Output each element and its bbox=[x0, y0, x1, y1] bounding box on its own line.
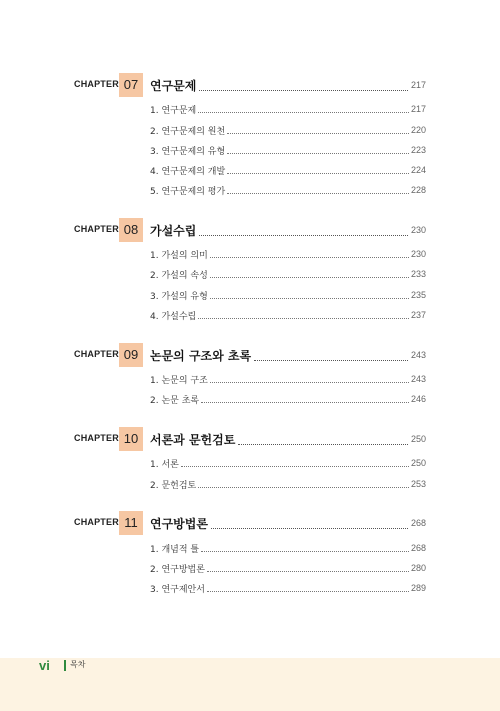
dot-leader bbox=[238, 432, 408, 445]
chapter-title: 연구문제 bbox=[150, 78, 197, 93]
chapter-09-heading[interactable] bbox=[74, 343, 426, 367]
chapter-title-line bbox=[150, 427, 426, 451]
section-page: 280 bbox=[410, 563, 426, 573]
toc-entry[interactable] bbox=[150, 581, 426, 595]
section-page: 220 bbox=[410, 125, 426, 135]
toc-entry[interactable] bbox=[150, 267, 426, 281]
toc-entry[interactable] bbox=[150, 183, 426, 197]
chapter-page: 217 bbox=[410, 80, 426, 90]
section-title: 1. 개념적 틀 bbox=[150, 544, 200, 555]
toc-entry[interactable] bbox=[150, 247, 426, 261]
section-title: 4. 연구문제의 개발 bbox=[150, 166, 226, 177]
dot-leader bbox=[198, 104, 409, 113]
toc-entry[interactable] bbox=[150, 123, 426, 137]
chapter-title: 서론과 문헌검토 bbox=[150, 432, 236, 447]
chapter-title-line bbox=[150, 73, 426, 97]
dot-leader bbox=[227, 145, 409, 154]
dot-leader bbox=[181, 458, 409, 467]
dot-leader bbox=[198, 479, 409, 488]
chapter-page: 268 bbox=[410, 518, 426, 528]
chapter-label: CHAPTER bbox=[74, 517, 119, 527]
chapter-title: 연구방법론 bbox=[150, 516, 208, 531]
section-page: 268 bbox=[410, 543, 426, 553]
dot-leader bbox=[207, 583, 409, 592]
section-page: 237 bbox=[410, 310, 426, 320]
chapter-08-heading[interactable] bbox=[74, 218, 426, 242]
toc-entry[interactable] bbox=[150, 541, 426, 555]
section-page: 228 bbox=[410, 185, 426, 195]
dot-leader bbox=[207, 563, 409, 572]
chapter-10-heading[interactable] bbox=[74, 427, 426, 451]
section-page: 289 bbox=[410, 583, 426, 593]
chapter-title-line bbox=[150, 511, 426, 535]
section-page: 250 bbox=[410, 458, 426, 468]
dot-leader bbox=[201, 543, 409, 552]
section-title: 1. 논문의 구조 bbox=[150, 375, 208, 386]
chapter-label: CHAPTER bbox=[74, 433, 119, 443]
toc-entry[interactable] bbox=[150, 102, 426, 116]
section-page: 217 bbox=[410, 104, 426, 114]
section-title: 4. 가설수립 bbox=[150, 311, 197, 322]
section-page: 223 bbox=[410, 145, 426, 155]
toc-entry[interactable] bbox=[150, 163, 426, 177]
chapter-number-badge: 09 bbox=[119, 343, 143, 367]
section-title: 2. 문헌검토 bbox=[150, 480, 197, 491]
section-title: 2. 연구방법론 bbox=[150, 564, 205, 575]
section-page: 230 bbox=[410, 249, 426, 259]
dot-leader bbox=[227, 165, 409, 174]
section-title: 1. 서론 bbox=[150, 459, 179, 470]
footer-divider bbox=[64, 660, 66, 671]
dot-leader bbox=[210, 374, 409, 383]
toc-entry[interactable] bbox=[150, 372, 426, 386]
toc-entry[interactable] bbox=[150, 561, 426, 575]
chapter-number-badge: 10 bbox=[119, 427, 143, 451]
chapter-number-badge: 08 bbox=[119, 218, 143, 242]
section-title: 2. 논문 초록 bbox=[150, 395, 200, 406]
chapter-number-badge: 11 bbox=[119, 511, 143, 535]
dot-leader bbox=[198, 310, 409, 319]
section-title: 2. 연구문제의 원천 bbox=[150, 126, 226, 137]
dot-leader bbox=[227, 125, 409, 134]
chapter-label: CHAPTER bbox=[74, 224, 119, 234]
toc-entry[interactable] bbox=[150, 288, 426, 302]
section-page: 235 bbox=[410, 290, 426, 300]
toc-entry[interactable] bbox=[150, 477, 426, 491]
chapter-title: 가설수립 bbox=[150, 223, 197, 238]
chapter-page: 250 bbox=[410, 434, 426, 444]
page-footer bbox=[0, 658, 500, 711]
section-page: 224 bbox=[410, 165, 426, 175]
section-title: 1. 가설의 의미 bbox=[150, 250, 208, 261]
chapter-07-heading[interactable] bbox=[74, 73, 426, 97]
section-title: 1. 연구문제 bbox=[150, 105, 197, 116]
section-page: 243 bbox=[410, 374, 426, 384]
dot-leader bbox=[210, 249, 409, 258]
chapter-label: CHAPTER bbox=[74, 79, 119, 89]
section-page: 233 bbox=[410, 269, 426, 279]
toc-entry[interactable] bbox=[150, 456, 426, 470]
toc-entry[interactable] bbox=[150, 308, 426, 322]
toc-entry[interactable] bbox=[150, 392, 426, 406]
section-title: 3. 연구문제의 유형 bbox=[150, 146, 226, 157]
toc-entry[interactable] bbox=[150, 143, 426, 157]
chapter-11-heading[interactable] bbox=[74, 511, 426, 535]
chapter-title-line bbox=[150, 343, 426, 367]
chapter-number-badge: 07 bbox=[119, 73, 143, 97]
section-title: 3. 연구제안서 bbox=[150, 584, 205, 595]
dot-leader bbox=[201, 394, 409, 403]
section-page: 253 bbox=[410, 479, 426, 489]
dot-leader bbox=[210, 269, 409, 278]
dot-leader bbox=[227, 185, 409, 194]
dot-leader bbox=[199, 78, 408, 91]
section-title: 5. 연구문제의 평가 bbox=[150, 186, 226, 197]
dot-leader bbox=[211, 516, 408, 529]
dot-leader bbox=[254, 348, 408, 361]
section-title: 3. 가설의 유형 bbox=[150, 291, 208, 302]
chapter-page: 243 bbox=[410, 350, 426, 360]
page-number: vi bbox=[39, 658, 50, 673]
chapter-title: 논문의 구조와 초록 bbox=[150, 348, 252, 363]
section-page: 246 bbox=[410, 394, 426, 404]
chapter-title-line bbox=[150, 218, 426, 242]
chapter-label: CHAPTER bbox=[74, 349, 119, 359]
chapter-page: 230 bbox=[410, 225, 426, 235]
footer-section-label: 목차 bbox=[70, 660, 86, 669]
section-title: 2. 가설의 속성 bbox=[150, 270, 208, 281]
dot-leader bbox=[210, 290, 409, 299]
dot-leader bbox=[199, 223, 408, 236]
